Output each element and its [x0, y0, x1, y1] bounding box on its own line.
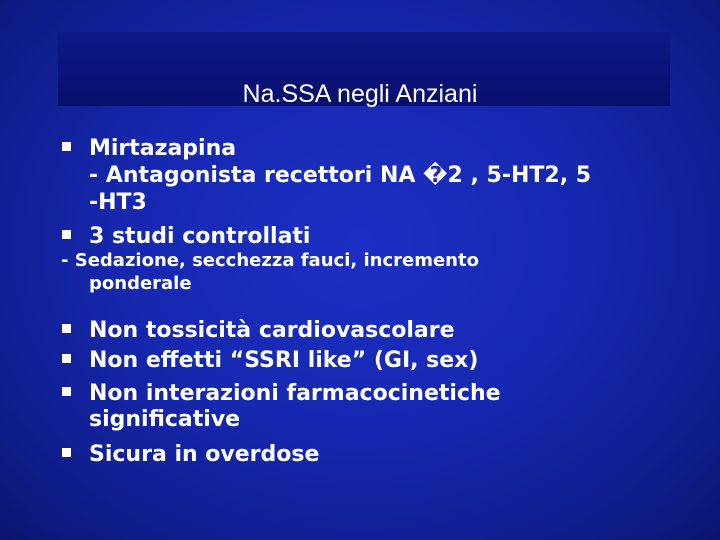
- square-bullet-icon: [62, 230, 71, 239]
- list-item: [62, 348, 682, 376]
- bullet-label: Mirtazapina: [89, 136, 237, 161]
- bullet-label: Sicura in overdose: [89, 442, 320, 467]
- list-item: [62, 442, 682, 470]
- square-bullet-icon: [62, 448, 71, 457]
- list-item: [62, 381, 682, 437]
- note-line: ponderale: [89, 273, 192, 294]
- bullet-label: Non tossicità cardiovascolare: [89, 318, 455, 343]
- bullet-label: Non interazioni farmacocinetiche: [89, 381, 501, 406]
- list-item: [62, 318, 682, 346]
- square-bullet-icon: [62, 354, 71, 363]
- list-item-mirtazapina: [62, 136, 682, 216]
- slide-title: Na.SSA negli Anziani: [242, 80, 478, 108]
- bullet-list-bottom: [62, 318, 682, 478]
- bullet-subline: - Antagonista recettori NA �2 , 5-HT2, 5: [89, 163, 592, 188]
- square-bullet-icon: [62, 324, 71, 333]
- bullet-subline: -HT3: [89, 190, 147, 215]
- bullet-list-top: [62, 136, 682, 256]
- note-block: [61, 250, 621, 300]
- square-bullet-icon: [62, 142, 71, 151]
- bullet-label: 3 studi controllati: [89, 224, 311, 249]
- bullet-subline: significative: [89, 407, 241, 432]
- note-line: - Sedazione, secchezza fauci, incremento: [61, 250, 479, 271]
- list-item-studi: [62, 224, 682, 252]
- bullet-label: Non effetti “SSRI like” (GI, sex): [89, 348, 479, 373]
- square-bullet-icon: [62, 387, 71, 396]
